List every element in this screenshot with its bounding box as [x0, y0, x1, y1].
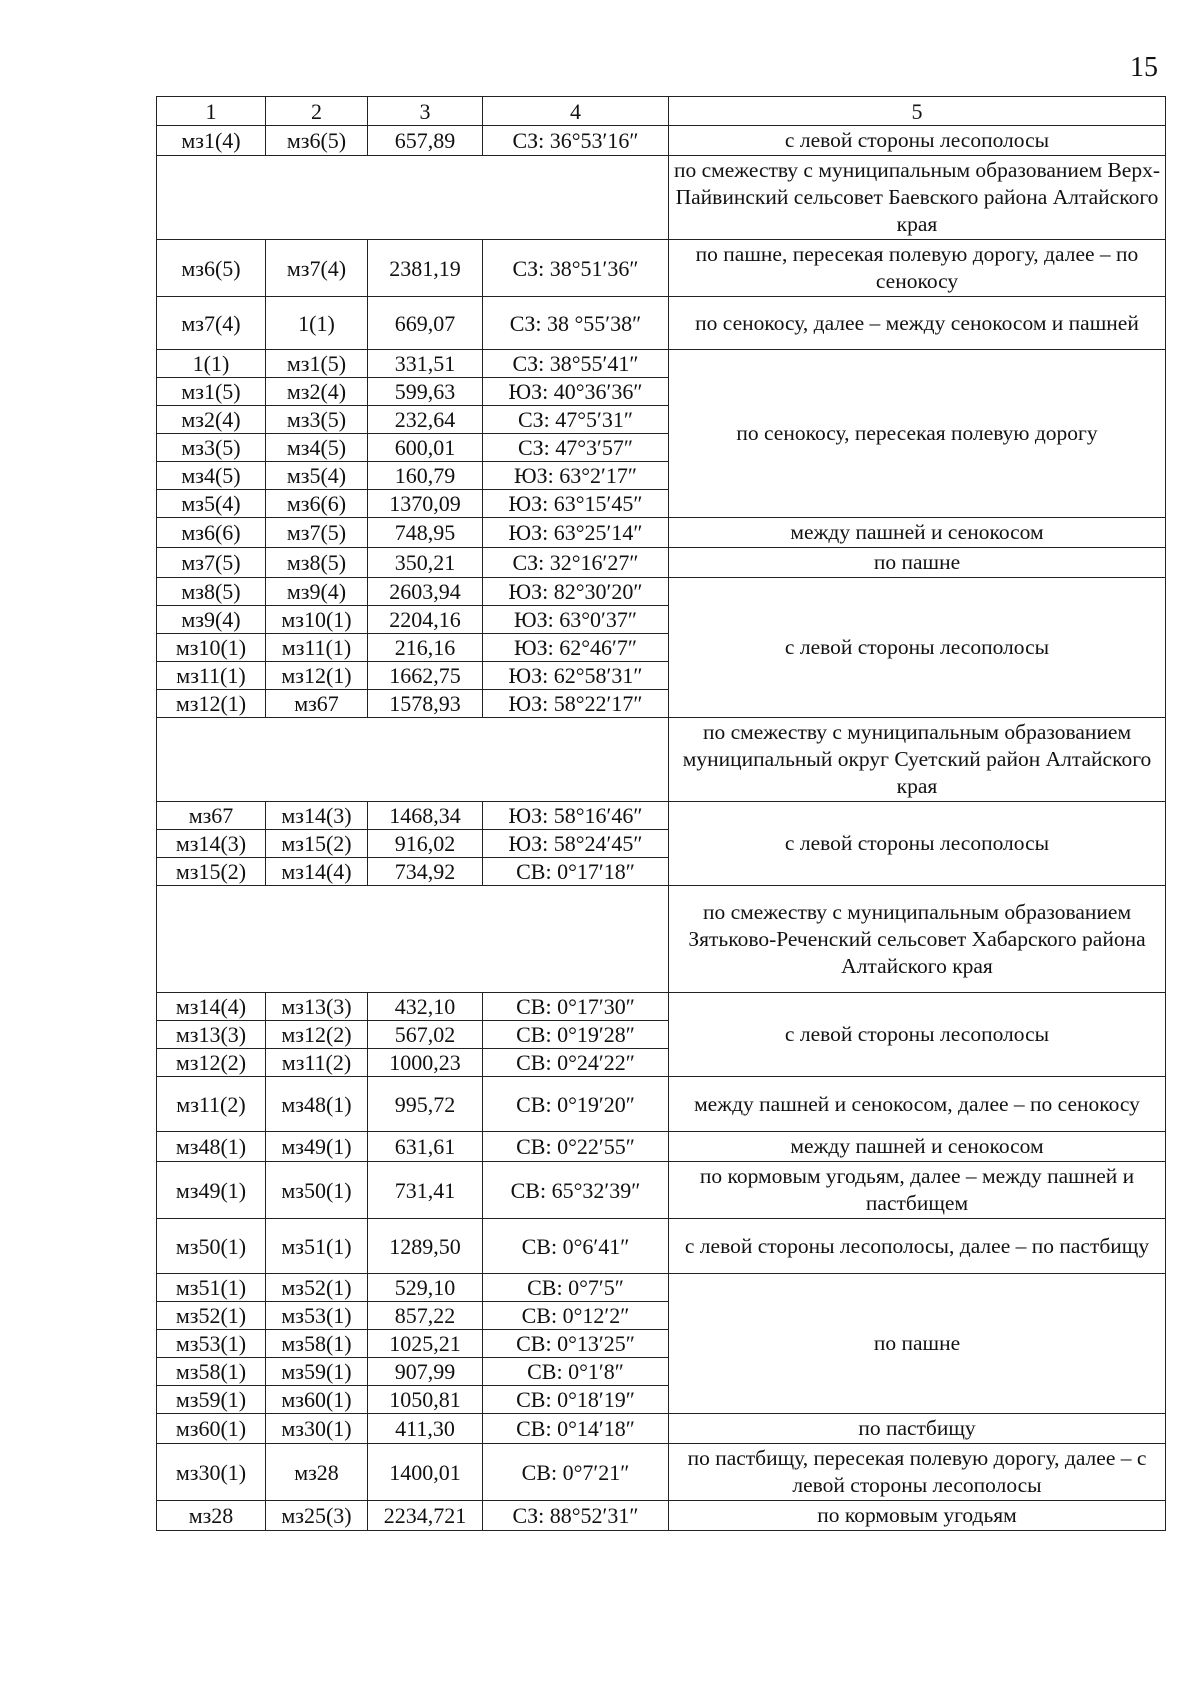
point-from-cell: мз7(5)	[157, 548, 266, 578]
table-row	[157, 297, 1166, 350]
length-cell: 350,21	[368, 548, 483, 578]
length-cell: 1578,93	[368, 690, 483, 718]
bearing-cell: ЮЗ: 58°22′17″	[483, 690, 669, 718]
point-to-cell: мз50(1)	[266, 1162, 368, 1219]
table-row	[157, 993, 1166, 1021]
bearing-cell: СЗ: 88°52′31″	[483, 1501, 669, 1531]
point-from-cell: мз6(5)	[157, 240, 266, 297]
column-header: 3	[368, 97, 483, 126]
description-cell: по кормовым угодьям	[669, 1501, 1166, 1531]
point-to-cell: мз60(1)	[266, 1386, 368, 1414]
point-from-cell: мз28	[157, 1501, 266, 1531]
bearing-cell: ЮЗ: 63°15′45″	[483, 490, 669, 518]
bearing-cell: ЮЗ: 63°25′14″	[483, 518, 669, 548]
bearing-cell: ЮЗ: 63°0′37″	[483, 606, 669, 634]
point-from-cell: мз2(4)	[157, 406, 266, 434]
point-to-cell: мз10(1)	[266, 606, 368, 634]
description-cell: с левой стороны лесополосы	[669, 993, 1166, 1077]
description-cell: по пашне, пересекая полевую дорогу, далее – по сенокосу	[669, 240, 1166, 297]
point-from-cell: 1(1)	[157, 350, 266, 378]
header-row	[157, 97, 1166, 126]
point-from-cell: мз15(2)	[157, 858, 266, 886]
page-number: 15	[1130, 52, 1158, 83]
point-from-cell: мз3(5)	[157, 434, 266, 462]
point-to-cell: мз2(4)	[266, 378, 368, 406]
point-to-cell: мз52(1)	[266, 1274, 368, 1302]
point-from-cell: мз4(5)	[157, 462, 266, 490]
length-cell: 1662,75	[368, 662, 483, 690]
bearing-cell: СВ: 0°12′2″	[483, 1302, 669, 1330]
point-to-cell: мз14(4)	[266, 858, 368, 886]
bearing-cell: СВ: 0°14′18″	[483, 1414, 669, 1444]
description-cell: с левой стороны лесополосы	[669, 126, 1166, 156]
point-to-cell: мз51(1)	[266, 1219, 368, 1274]
point-to-cell: мз6(5)	[266, 126, 368, 156]
length-cell: 600,01	[368, 434, 483, 462]
bearing-cell: СВ: 0°19′20″	[483, 1077, 669, 1132]
point-to-cell: мз12(1)	[266, 662, 368, 690]
point-from-cell: мз14(4)	[157, 993, 266, 1021]
table-row	[157, 1132, 1166, 1162]
point-from-cell: мз51(1)	[157, 1274, 266, 1302]
column-header: 4	[483, 97, 669, 126]
length-cell: 734,92	[368, 858, 483, 886]
adjacency-note-row	[157, 886, 1166, 993]
point-to-cell: мз11(1)	[266, 634, 368, 662]
table-row	[157, 126, 1166, 156]
point-to-cell: мз67	[266, 690, 368, 718]
point-to-cell: мз13(3)	[266, 993, 368, 1021]
point-from-cell: мз10(1)	[157, 634, 266, 662]
bearing-cell: ЮЗ: 63°2′17″	[483, 462, 669, 490]
point-from-cell: мз8(5)	[157, 578, 266, 606]
bearing-cell: ЮЗ: 62°46′7″	[483, 634, 669, 662]
table-row	[157, 1414, 1166, 1444]
description-cell: по сенокосу, далее – между сенокосом и пашней	[669, 297, 1166, 350]
length-cell: 748,95	[368, 518, 483, 548]
length-cell: 2204,16	[368, 606, 483, 634]
description-cell: с левой стороны лесополосы	[669, 578, 1166, 718]
bearing-cell: СЗ: 47°5′31″	[483, 406, 669, 434]
length-cell: 669,07	[368, 297, 483, 350]
point-from-cell: мз14(3)	[157, 830, 266, 858]
point-from-cell: мз30(1)	[157, 1444, 266, 1501]
length-cell: 631,61	[368, 1132, 483, 1162]
bearing-cell: СВ: 0°17′30″	[483, 993, 669, 1021]
point-to-cell: 1(1)	[266, 297, 368, 350]
table-row	[157, 548, 1166, 578]
description-cell: с левой стороны лесополосы	[669, 802, 1166, 886]
point-to-cell: мз11(2)	[266, 1049, 368, 1077]
description-cell: по кормовым угодьям, далее – между пашней и пастбищем	[669, 1162, 1166, 1219]
bearing-cell: СВ: 0°6′41″	[483, 1219, 669, 1274]
description-cell: с левой стороны лесополосы, далее – по пастбищу	[669, 1219, 1166, 1274]
bearing-cell: СВ: 65°32′39″	[483, 1162, 669, 1219]
table-row	[157, 518, 1166, 548]
boundary-table	[156, 96, 1166, 1531]
point-to-cell: мз6(6)	[266, 490, 368, 518]
point-to-cell: мз30(1)	[266, 1414, 368, 1444]
point-from-cell: мз7(4)	[157, 297, 266, 350]
bearing-cell: СЗ: 38 °55′38″	[483, 297, 669, 350]
point-to-cell: мз12(2)	[266, 1021, 368, 1049]
length-cell: 216,16	[368, 634, 483, 662]
point-to-cell: мз7(5)	[266, 518, 368, 548]
length-cell: 331,51	[368, 350, 483, 378]
table-row	[157, 578, 1166, 606]
bearing-cell: СВ: 0°19′28″	[483, 1021, 669, 1049]
point-from-cell: мз48(1)	[157, 1132, 266, 1162]
bearing-cell: СВ: 0°24′22″	[483, 1049, 669, 1077]
bearing-cell: СЗ: 36°53′16″	[483, 126, 669, 156]
length-cell: 599,63	[368, 378, 483, 406]
length-cell: 232,64	[368, 406, 483, 434]
table-row	[157, 1274, 1166, 1302]
point-from-cell: мз53(1)	[157, 1330, 266, 1358]
table-row	[157, 350, 1166, 378]
table-row	[157, 1077, 1166, 1132]
point-from-cell: мз11(1)	[157, 662, 266, 690]
length-cell: 411,30	[368, 1414, 483, 1444]
blank-cell	[157, 718, 669, 802]
point-from-cell: мз52(1)	[157, 1302, 266, 1330]
point-to-cell: мз49(1)	[266, 1132, 368, 1162]
length-cell: 160,79	[368, 462, 483, 490]
bearing-cell: ЮЗ: 62°58′31″	[483, 662, 669, 690]
point-from-cell: мз13(3)	[157, 1021, 266, 1049]
length-cell: 529,10	[368, 1274, 483, 1302]
length-cell: 995,72	[368, 1077, 483, 1132]
point-to-cell: мз3(5)	[266, 406, 368, 434]
point-from-cell: мз6(6)	[157, 518, 266, 548]
adjacency-note-row	[157, 156, 1166, 240]
bearing-cell: СВ: 0°7′21″	[483, 1444, 669, 1501]
length-cell: 2381,19	[368, 240, 483, 297]
point-to-cell: мз5(4)	[266, 462, 368, 490]
point-to-cell: мз4(5)	[266, 434, 368, 462]
length-cell: 1370,09	[368, 490, 483, 518]
description-cell: между пашней и сенокосом, далее – по сенокосу	[669, 1077, 1166, 1132]
point-from-cell: мз59(1)	[157, 1386, 266, 1414]
blank-cell	[157, 886, 669, 993]
length-cell: 857,22	[368, 1302, 483, 1330]
point-from-cell: мз1(4)	[157, 126, 266, 156]
table-row	[157, 240, 1166, 297]
length-cell: 1289,50	[368, 1219, 483, 1274]
blank-cell	[157, 156, 669, 240]
point-from-cell: мз49(1)	[157, 1162, 266, 1219]
length-cell: 1468,34	[368, 802, 483, 830]
adjacency-note: по смежеству с муниципальным образованием муниципальный округ Суетский район Алтайского края	[669, 718, 1166, 802]
bearing-cell: ЮЗ: 58°24′45″	[483, 830, 669, 858]
table-row	[157, 1501, 1166, 1531]
point-to-cell: мз8(5)	[266, 548, 368, 578]
adjacency-note: по смежеству с муниципальным образованием Верх-Пайвинский сельсовет Баевского района Алтайского края	[669, 156, 1166, 240]
bearing-cell: СЗ: 47°3′57″	[483, 434, 669, 462]
point-to-cell: мз58(1)	[266, 1330, 368, 1358]
point-to-cell: мз15(2)	[266, 830, 368, 858]
point-from-cell: мз58(1)	[157, 1358, 266, 1386]
point-to-cell: мз59(1)	[266, 1358, 368, 1386]
point-to-cell: мз1(5)	[266, 350, 368, 378]
point-from-cell: мз5(4)	[157, 490, 266, 518]
length-cell: 1000,23	[368, 1049, 483, 1077]
point-from-cell: мз9(4)	[157, 606, 266, 634]
bearing-cell: ЮЗ: 58°16′46″	[483, 802, 669, 830]
point-to-cell: мз7(4)	[266, 240, 368, 297]
point-from-cell: мз12(1)	[157, 690, 266, 718]
length-cell: 916,02	[368, 830, 483, 858]
column-header: 2	[266, 97, 368, 126]
adjacency-note-row	[157, 718, 1166, 802]
point-from-cell: мз11(2)	[157, 1077, 266, 1132]
point-from-cell: мз12(2)	[157, 1049, 266, 1077]
description-cell: по пастбищу	[669, 1414, 1166, 1444]
description-cell: по пашне	[669, 1274, 1166, 1414]
length-cell: 1025,21	[368, 1330, 483, 1358]
bearing-cell: СВ: 0°17′18″	[483, 858, 669, 886]
description-cell: по пашне	[669, 548, 1166, 578]
bearing-cell: СЗ: 32°16′27″	[483, 548, 669, 578]
bearing-cell: ЮЗ: 82°30′20″	[483, 578, 669, 606]
column-header: 1	[157, 97, 266, 126]
description-cell: по сенокосу, пересекая полевую дорогу	[669, 350, 1166, 518]
point-to-cell: мз9(4)	[266, 578, 368, 606]
table-row	[157, 1219, 1166, 1274]
point-from-cell: мз60(1)	[157, 1414, 266, 1444]
bearing-cell: СВ: 0°7′5″	[483, 1274, 669, 1302]
table-row	[157, 1162, 1166, 1219]
length-cell: 1400,01	[368, 1444, 483, 1501]
length-cell: 731,41	[368, 1162, 483, 1219]
description-cell: между пашней и сенокосом	[669, 1132, 1166, 1162]
column-header: 5	[669, 97, 1166, 126]
point-from-cell: мз67	[157, 802, 266, 830]
bearing-cell: СВ: 0°18′19″	[483, 1386, 669, 1414]
description-cell: по пастбищу, пересекая полевую дорогу, далее – с левой стороны лесополосы	[669, 1444, 1166, 1501]
length-cell: 2603,94	[368, 578, 483, 606]
length-cell: 567,02	[368, 1021, 483, 1049]
length-cell: 907,99	[368, 1358, 483, 1386]
bearing-cell: ЮЗ: 40°36′36″	[483, 378, 669, 406]
point-to-cell: мз48(1)	[266, 1077, 368, 1132]
length-cell: 1050,81	[368, 1386, 483, 1414]
point-to-cell: мз28	[266, 1444, 368, 1501]
point-to-cell: мз53(1)	[266, 1302, 368, 1330]
description-cell: между пашней и сенокосом	[669, 518, 1166, 548]
bearing-cell: СВ: 0°1′8″	[483, 1358, 669, 1386]
point-from-cell: мз1(5)	[157, 378, 266, 406]
bearing-cell: СЗ: 38°55′41″	[483, 350, 669, 378]
bearing-cell: СВ: 0°13′25″	[483, 1330, 669, 1358]
point-from-cell: мз50(1)	[157, 1219, 266, 1274]
length-cell: 2234,721	[368, 1501, 483, 1531]
point-to-cell: мз25(3)	[266, 1501, 368, 1531]
point-to-cell: мз14(3)	[266, 802, 368, 830]
adjacency-note: по смежеству с муниципальным образованием Зятьково-Реченский сельсовет Хабарского района Алтайского края	[669, 886, 1166, 993]
table-row	[157, 1444, 1166, 1501]
bearing-cell: СВ: 0°22′55″	[483, 1132, 669, 1162]
length-cell: 432,10	[368, 993, 483, 1021]
bearing-cell: СЗ: 38°51′36″	[483, 240, 669, 297]
length-cell: 657,89	[368, 126, 483, 156]
table-row	[157, 802, 1166, 830]
